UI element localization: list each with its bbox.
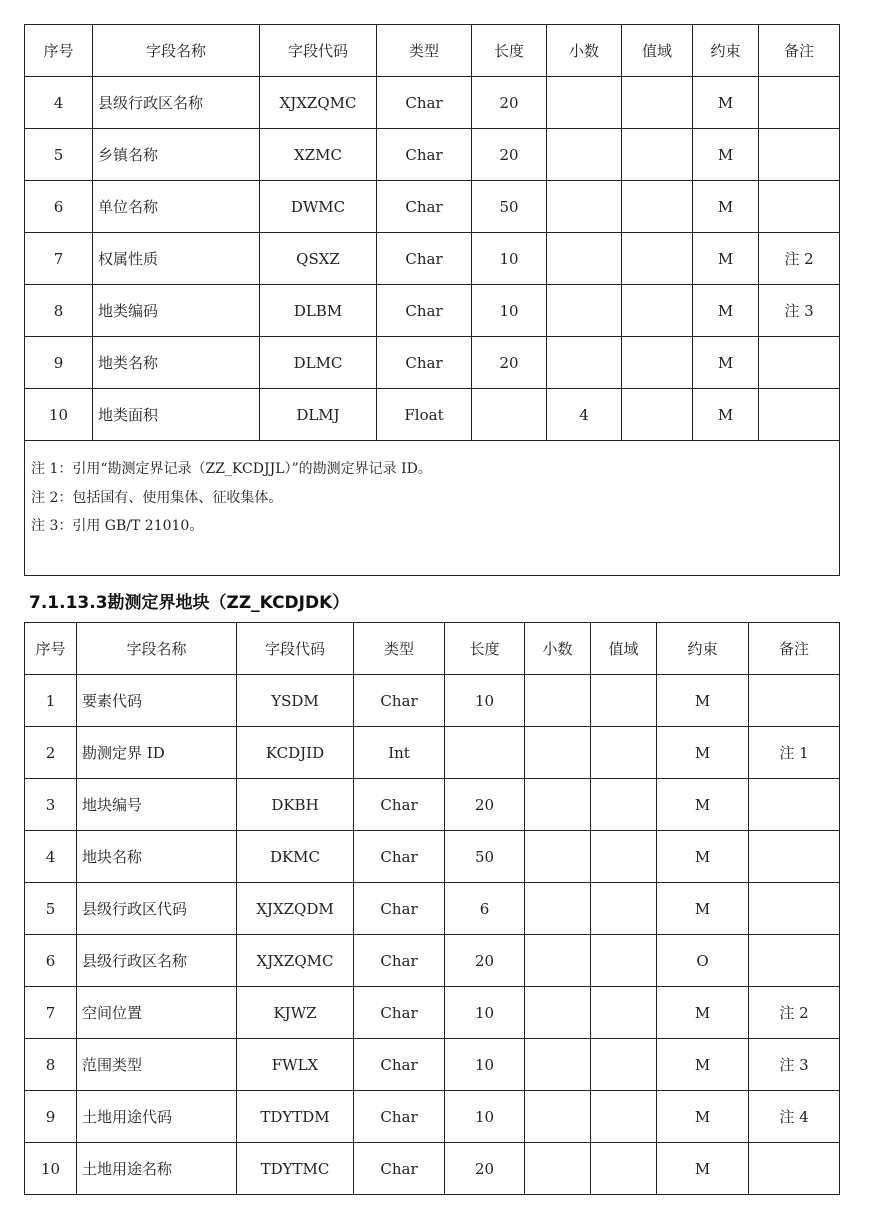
table-cell (749, 779, 840, 831)
table-cell: 20 (472, 337, 547, 389)
table-cell (547, 181, 622, 233)
table-cell: DLBM (260, 285, 377, 337)
table-cell: 10 (445, 987, 525, 1039)
table-row (25, 77, 840, 129)
table-cell: 9 (25, 1091, 77, 1143)
column-header: 小数 (547, 25, 622, 77)
table-cell (525, 1143, 591, 1195)
column-header: 备注 (749, 623, 840, 675)
table-cell: 县级行政区名称 (77, 935, 237, 987)
table-cell: M (693, 181, 759, 233)
table-row (25, 1091, 840, 1143)
table-row (25, 935, 840, 987)
table-row (25, 181, 840, 233)
table-cell (591, 935, 657, 987)
table-cell: YSDM (237, 675, 354, 727)
table-cell (749, 1143, 840, 1195)
column-header: 字段名称 (93, 25, 260, 77)
table-cell: 10 (472, 233, 547, 285)
table-cell (759, 129, 840, 181)
table-cell: 20 (445, 935, 525, 987)
table-cell: 2 (25, 727, 77, 779)
table-cell (622, 389, 693, 441)
table-cell (749, 935, 840, 987)
table-cell: 3 (25, 779, 77, 831)
table-cell: 5 (25, 883, 77, 935)
column-header: 序号 (25, 25, 93, 77)
table-cell: 4 (25, 831, 77, 883)
table-cell (759, 181, 840, 233)
table-cell: 县级行政区代码 (77, 883, 237, 935)
table-2-body (25, 675, 840, 1195)
column-header: 字段代码 (237, 623, 354, 675)
table-cell: 空间位置 (77, 987, 237, 1039)
table-cell: 地块编号 (77, 779, 237, 831)
table-cell: Char (377, 233, 472, 285)
table-cell: 6 (25, 181, 93, 233)
table-1-notes (25, 441, 840, 576)
table-cell: M (693, 129, 759, 181)
column-header: 备注 (759, 25, 840, 77)
table-cell (622, 77, 693, 129)
table-cell: 勘测定界 ID (77, 727, 237, 779)
table-cell (547, 233, 622, 285)
table-cell (591, 1143, 657, 1195)
table-cell: 8 (25, 285, 93, 337)
table-cell: 4 (547, 389, 622, 441)
table-cell: FWLX (237, 1039, 354, 1091)
table-cell: 土地用途名称 (77, 1143, 237, 1195)
table-cell: QSXZ (260, 233, 377, 285)
table-cell: 6 (445, 883, 525, 935)
table-cell (445, 727, 525, 779)
table-cell (591, 987, 657, 1039)
section-title: 7.1.13.3勘测定界地块（ZZ_KCDJDK） (29, 593, 350, 613)
table-cell: Char (354, 675, 445, 727)
column-header: 约束 (657, 623, 749, 675)
table-cell: Char (377, 77, 472, 129)
column-header: 值域 (622, 25, 693, 77)
table-cell: Int (354, 727, 445, 779)
table-row (25, 389, 840, 441)
note-2: 注 2：包括国有、使用集体、征收集体。 (31, 489, 283, 506)
table-row (25, 233, 840, 285)
note-3: 注 3：引用 GB/T 21010。 (31, 518, 204, 534)
table-cell (759, 77, 840, 129)
table-cell: Char (377, 129, 472, 181)
table-row (25, 285, 840, 337)
table-cell: Char (354, 779, 445, 831)
table-row (25, 727, 840, 779)
table-cell: 注 3 (759, 285, 840, 337)
table-cell: O (657, 935, 749, 987)
table-cell: XJXZQMC (237, 935, 354, 987)
header-row (25, 623, 840, 675)
table-2-header (25, 623, 840, 675)
header-row (25, 25, 840, 77)
table-cell: 10 (25, 1143, 77, 1195)
table-cell (525, 727, 591, 779)
table-cell: Char (354, 1039, 445, 1091)
table-cell: 10 (472, 285, 547, 337)
column-header: 小数 (525, 623, 591, 675)
table-cell: 单位名称 (93, 181, 260, 233)
table-cell (525, 935, 591, 987)
table-cell: 20 (445, 1143, 525, 1195)
column-header: 值域 (591, 623, 657, 675)
note-1: 注 1：引用“勘测定界记录（ZZ_KCDJJL）”的勘测定界记录 ID。 (31, 461, 432, 477)
table-cell: 10 (445, 1039, 525, 1091)
table-cell: M (657, 987, 749, 1039)
table-cell: 县级行政区名称 (93, 77, 260, 129)
column-header: 字段名称 (77, 623, 237, 675)
table-cell: 20 (445, 779, 525, 831)
column-header: 约束 (693, 25, 759, 77)
table-cell: 20 (472, 77, 547, 129)
table-cell: 4 (25, 77, 93, 129)
table-cell: Char (354, 1143, 445, 1195)
table-cell: DLMC (260, 337, 377, 389)
table-cell (547, 285, 622, 337)
table-cell: KJWZ (237, 987, 354, 1039)
table-cell: DWMC (260, 181, 377, 233)
table-cell: Char (377, 337, 472, 389)
table-cell: M (657, 1039, 749, 1091)
table-cell (525, 883, 591, 935)
table-cell: M (693, 389, 759, 441)
table-cell: M (693, 233, 759, 285)
column-header: 序号 (25, 623, 77, 675)
table-cell: 10 (445, 1091, 525, 1143)
table-row (25, 987, 840, 1039)
column-header: 字段代码 (260, 25, 377, 77)
table-cell (749, 831, 840, 883)
table-cell: M (657, 727, 749, 779)
table-cell: M (693, 77, 759, 129)
table-cell: Char (354, 831, 445, 883)
table-cell: 注 4 (749, 1091, 840, 1143)
table-row (25, 883, 840, 935)
table-cell (759, 337, 840, 389)
table-row (25, 1143, 840, 1195)
table-cell: 8 (25, 1039, 77, 1091)
table-cell (591, 779, 657, 831)
table-cell: 要素代码 (77, 675, 237, 727)
table-cell (472, 389, 547, 441)
table-cell: Char (354, 1091, 445, 1143)
table-cell: 注 2 (759, 233, 840, 285)
table-cell: Char (354, 935, 445, 987)
table-cell: 地类名称 (93, 337, 260, 389)
table-cell: 土地用途代码 (77, 1091, 237, 1143)
field-table-2 (24, 622, 840, 1195)
table-cell (525, 779, 591, 831)
table-cell: 范围类型 (77, 1039, 237, 1091)
table-row (25, 779, 840, 831)
table-cell (759, 389, 840, 441)
table-cell (525, 675, 591, 727)
table-cell: XJXZQMC (260, 77, 377, 129)
table-cell (547, 77, 622, 129)
table-cell (591, 883, 657, 935)
table-cell (622, 129, 693, 181)
table-cell: M (657, 675, 749, 727)
table-cell: 50 (472, 181, 547, 233)
table-cell: 地类面积 (93, 389, 260, 441)
table-1-header (25, 25, 840, 77)
table-cell (591, 1039, 657, 1091)
table-cell: KCDJID (237, 727, 354, 779)
table-cell (622, 285, 693, 337)
table-row (25, 129, 840, 181)
table-cell: M (657, 779, 749, 831)
table-cell: M (693, 285, 759, 337)
table-cell: M (693, 337, 759, 389)
table-cell: Char (377, 181, 472, 233)
table-cell (525, 1039, 591, 1091)
table-cell: Char (354, 987, 445, 1039)
table-row (25, 1039, 840, 1091)
table-cell: 9 (25, 337, 93, 389)
table-cell: 地类编码 (93, 285, 260, 337)
table-row (25, 675, 840, 727)
table-row (25, 337, 840, 389)
table-cell: XJXZQDM (237, 883, 354, 935)
table-cell (525, 987, 591, 1039)
table-cell (591, 727, 657, 779)
table-cell: DKBH (237, 779, 354, 831)
column-header: 长度 (472, 25, 547, 77)
table-cell: 注 1 (749, 727, 840, 779)
table-cell: 7 (25, 233, 93, 285)
table-cell: TDYTMC (237, 1143, 354, 1195)
table-cell: 权属性质 (93, 233, 260, 285)
table-cell: DKMC (237, 831, 354, 883)
table-cell (547, 129, 622, 181)
table-cell: 6 (25, 935, 77, 987)
table-cell: 10 (25, 389, 93, 441)
table-cell (749, 883, 840, 935)
table-cell: 50 (445, 831, 525, 883)
table-cell (622, 233, 693, 285)
column-header: 类型 (377, 25, 472, 77)
table-row (25, 831, 840, 883)
table-cell: M (657, 1143, 749, 1195)
table-cell (591, 1091, 657, 1143)
field-table-1 (24, 24, 840, 576)
table-cell: DLMJ (260, 389, 377, 441)
table-cell: M (657, 831, 749, 883)
table-cell (749, 675, 840, 727)
table-cell (547, 337, 622, 389)
column-header: 长度 (445, 623, 525, 675)
column-header: 类型 (354, 623, 445, 675)
table-cell: 乡镇名称 (93, 129, 260, 181)
table-cell: M (657, 1091, 749, 1143)
table-cell: 5 (25, 129, 93, 181)
table-cell (591, 831, 657, 883)
table-cell: XZMC (260, 129, 377, 181)
table-cell: 注 3 (749, 1039, 840, 1091)
table-1-body (25, 77, 840, 441)
table-cell: M (657, 883, 749, 935)
table-cell (591, 675, 657, 727)
table-cell: Char (354, 883, 445, 935)
table-cell: 20 (472, 129, 547, 181)
table-cell: 注 2 (749, 987, 840, 1039)
table-cell (525, 1091, 591, 1143)
table-cell: 7 (25, 987, 77, 1039)
table-cell: 地块名称 (77, 831, 237, 883)
table-cell (622, 337, 693, 389)
table-cell: Float (377, 389, 472, 441)
table-cell: 10 (445, 675, 525, 727)
table-cell (622, 181, 693, 233)
table-cell: 1 (25, 675, 77, 727)
table-cell (525, 831, 591, 883)
table-cell: TDYTDM (237, 1091, 354, 1143)
table-cell: Char (377, 285, 472, 337)
